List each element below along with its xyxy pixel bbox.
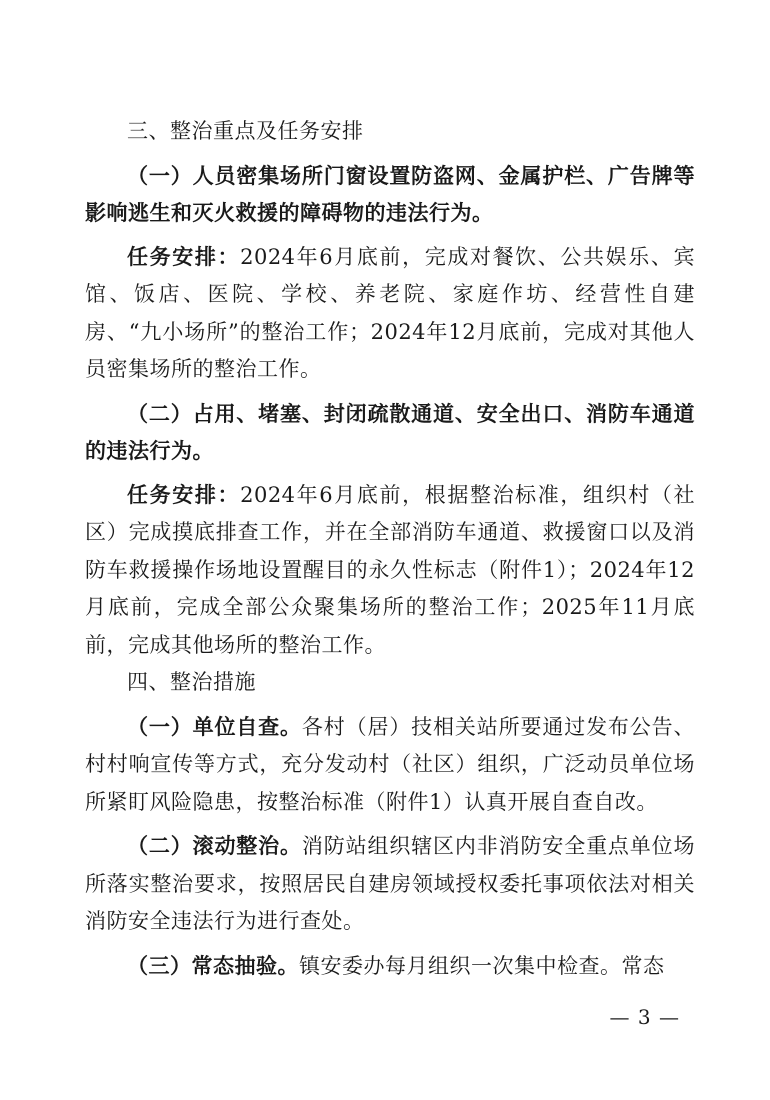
page-number: — 3 — (609, 1005, 680, 1029)
task-text: 2024年6月底前，根据整治标准，组织村（社区）完成摸底排查工作，并在全部消防车通道、救援窗口以及消防车救援操作场地设置醒目的永久性标志（附件1）；2024年12月底前，完成全部公众聚集场所的整治工作；2025年11月底前，完成其他场所的整治工作。 (85, 482, 695, 657)
task-text: 2024年6月底前，完成对餐饮、公共娱乐、宾馆、饭店、医院、学校、养老院、家庭作坊、经营性自建房、“九小场所”的整治工作；2024年12月底前，完成对其他人员密集场所的整治工作。 (85, 244, 695, 381)
task-label: 任务安排： (127, 243, 241, 269)
sub-heading-3-1: （一）人员密集场所门窗设置防盗网、金属护栏、广告牌等影响逃生和灭火救援的障碍物的违法行为。 (85, 162, 695, 225)
paragraph-4-3 (85, 947, 695, 986)
section-heading-3: 三、整治重点及任务安排 (127, 119, 364, 143)
task-label: 任务安排： (127, 481, 241, 507)
section-heading-4: 四、整治措施 (127, 670, 256, 694)
paragraph-3-2-task (85, 476, 695, 665)
measure-text: 消防站组织辖区内非消防安全重点单位场所落实整治要求，按照居民自建房领域授权委托事项依法对相关消防安全违法行为进行查处。 (85, 834, 696, 933)
paragraph-4-1 (85, 708, 695, 822)
paragraph-3-1-task (85, 238, 695, 389)
measure-text: 各村（居）技相关站所要通过发布公告、村村响宣传等方式，充分发动村（社区）组织，广泛动员单位场所紧盯风险隐患，按整治标准（附件1）认真开展自查自改。 (85, 714, 696, 814)
measure-label: （一）单位自查。 (127, 713, 302, 739)
measure-label: （二）滚动整治。 (127, 833, 302, 858)
paragraph-4-2 (85, 827, 695, 941)
document-body (85, 113, 695, 985)
measure-text: 镇安委办每月组织一次集中检查。常态 (299, 953, 665, 978)
sub-heading-3-2: （二）占用、堵塞、封闭疏散通道、安全出口、消防车通道的违法行为。 (85, 400, 695, 463)
measure-label: （三）常态抽验。 (127, 952, 299, 978)
